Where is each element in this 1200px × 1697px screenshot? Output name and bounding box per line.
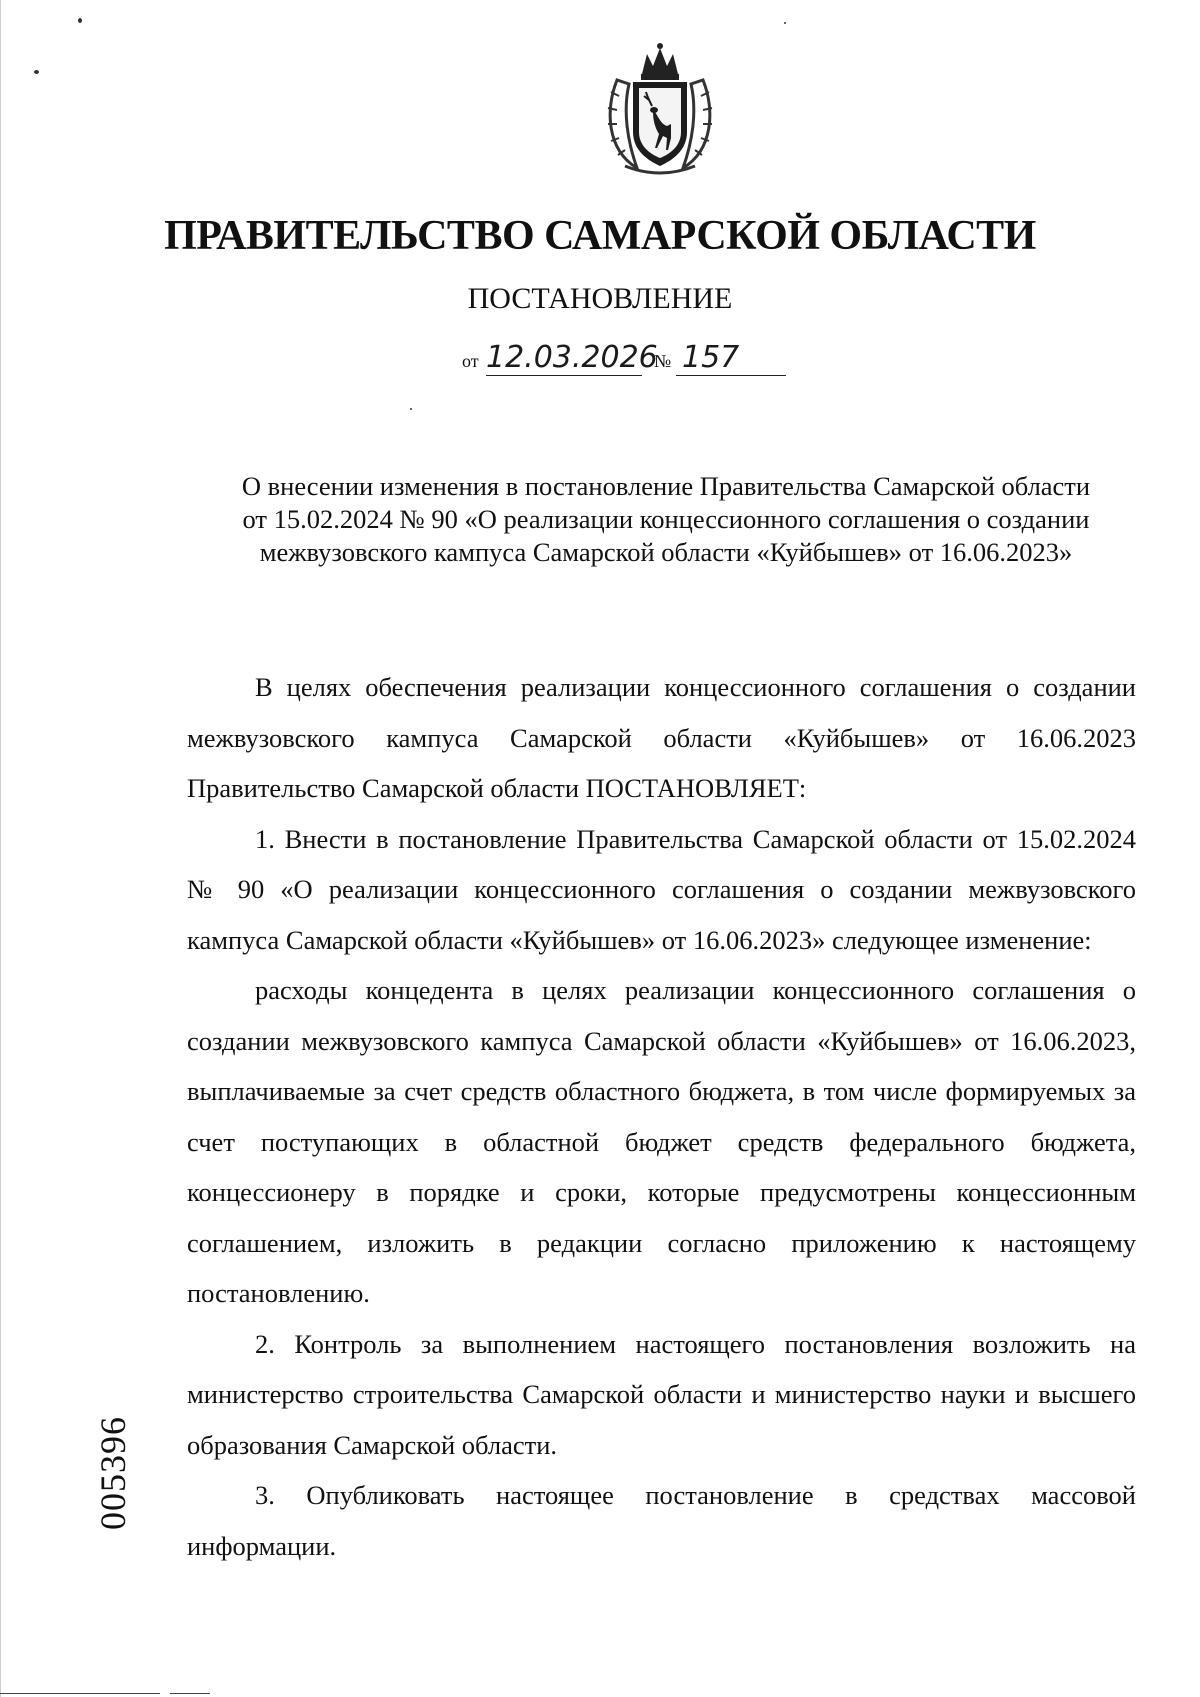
item-2-paragraph: 2. Контроль за выполнением настоящего постановления возложить на министерство строительства Самарской области и министерство науки и высшего образования Самарской области. <box>187 1328 1136 1460</box>
subject-line: межвузовского кампуса Самарской области «Куйбышев» от 16.06.2023» <box>259 537 1073 567</box>
organization-title: ПРАВИТЕЛЬСТВО САМАРСКОЙ ОБЛАСТИ <box>164 213 1036 259</box>
subject-line: от 15.02.2024 № 90 «О реализации концессионного соглашения о создании <box>242 504 1090 534</box>
item-3-paragraph: 3. Опубликовать настоящее постановление в средствах массовой информации. <box>187 1480 1136 1561</box>
document-type: ПОСТАНОВЛЕНИЕ <box>467 282 733 315</box>
item-1-amendment-paragraph: расходы концедента в целях реализации концессионного соглашения о создании межвузовского кампуса Самарской области «Куйбышев» от 16.06.2023, выплачиваемые за счет средств областного бюджета, в том числе формируемых за счет поступающих в областной бюджет средств федерального бюджета, концессионеру в порядке и сроки, которые предусмотрены концессионным соглашением, изложить в редакции согласно приложению к настоящему постановлению. <box>187 975 1136 1308</box>
number-prefix: № <box>654 351 672 371</box>
date-number-line <box>462 338 862 378</box>
date-prefix: от <box>462 351 479 371</box>
preamble-paragraph: В целях обеспечения реализации концессионного соглашения о создании межвузовского кампуса Самарской области «Куйбышев» от 16.06.2023 Правительство Самарской области ПОСТАНОВЛЯЕТ: <box>187 672 1136 803</box>
bottom-rule <box>170 1693 210 1694</box>
coat-of-arms-icon <box>597 40 723 176</box>
scan-speck <box>784 22 786 24</box>
handwritten-date: 12.03.2026 <box>486 340 658 375</box>
subject-line: О внесении изменения в постановление Правительства Самарской области <box>241 471 1091 501</box>
document-subject <box>196 470 1136 569</box>
margin-registration-number: 005396 <box>93 1416 133 1530</box>
handwritten-number: 157 <box>676 340 786 376</box>
item-1-paragraph: 1. Внести в постановление Правительства Самарской области от 15.02.2024 № 90 «О реализации концессионного соглашения о создании межвузовского кампуса Самарской области «Куйбышев» от 16.06.2023» следующее изменение: <box>187 823 1136 955</box>
document-body <box>187 662 1136 1571</box>
scan-speck <box>34 70 39 74</box>
scan-speck <box>78 18 82 23</box>
bottom-rule <box>0 1693 160 1694</box>
scan-speck <box>410 408 412 410</box>
